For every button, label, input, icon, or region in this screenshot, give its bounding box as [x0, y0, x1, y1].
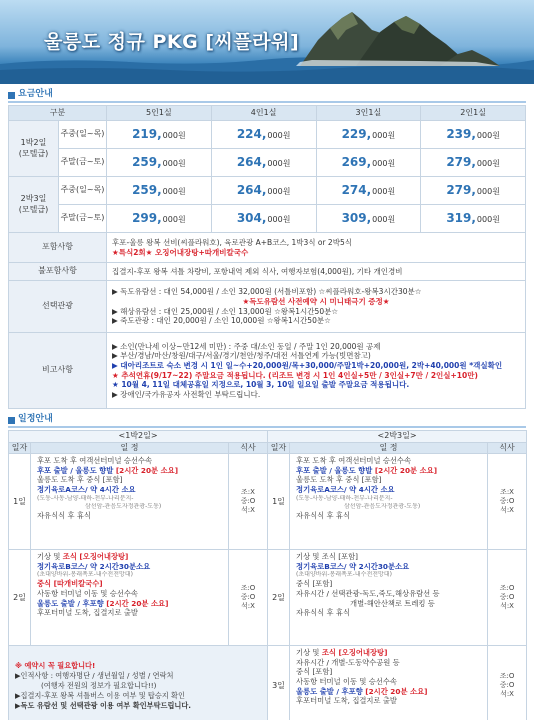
itinerary-line: 후포 도착 후 여객선터미널 승선수속	[37, 456, 153, 466]
itinerary-line: 삼선암-관음도자정관광-도동)	[344, 502, 421, 510]
price-cell: 304,000원	[211, 205, 316, 233]
itinerary-cell	[290, 550, 488, 646]
itinerary-line: 정기육로A코스/ 약 4시간 소요	[296, 485, 395, 495]
optional-tour-content: ▶ 독도유람선 : 대인 54,000원 / 소인 32,000원 (서틀비포함) ☆씨플라워호-왕복3시간30분☆ ★독도유람선 사전예약 시 미니태극기 증정★ ▶ 해상유람선 : 대인 25,000원 / 소인 13,000원 ☆왕복1시간50분☆ ▶ 죽도관광 : 대인 20,000원 / 소인 10,000원 ☆왕복1시간50분☆	[107, 281, 526, 333]
price-cell: 259,000원	[107, 177, 212, 205]
itinerary-line: 후포터미널 도착, 집결지로 출발	[296, 696, 397, 706]
meal-item: 중:O	[499, 497, 515, 506]
schedule-section-heading	[8, 414, 526, 428]
price-section-title: 요금안내	[18, 89, 53, 100]
meal-item: 중:O	[240, 497, 256, 506]
price-header-room3: 3인1실	[316, 106, 421, 121]
bullet-square-icon	[8, 92, 15, 99]
meal-item: 조:O	[240, 583, 256, 592]
remarks-content: ▶ 소인(만나세 이상~만12세 미만) : 주중 대/소인 동일 / 주말 1인 20,000원 공제 ▶ 부산/경남/마산/창원/대구/서울/경기/천안/청주/대전 서틀연계 가능(빗면참고) ▶ 대아리조트로 숙소 변경 시 1인 일~수+20,000원/목+30,000/주말1박+20,000원, 2박+40,000원 *객실확인 ★ 추석연휴(9/17~22) 주말요금 적용됩니다. (리조트 변경 시 1인 4인실+5만 / 3인실+7만 / 2인실+10만) ★ 10월 4, 11일 대체공휴일 지정으로, 10월 3, 10일 일요일 출발 주말요금 적용됩니다. ▶ 장애인/국가유공자 사전확인 부탁드립니다.	[107, 333, 526, 409]
col-meal: 식사	[229, 443, 268, 454]
itinerary-line: 기상 및 조식 [오징어내장탕]	[296, 648, 388, 658]
meal-item: 조:O	[499, 671, 515, 680]
period-label: 2박3일 (모텔급)	[9, 177, 59, 233]
price-cell: 269,000원	[316, 149, 421, 177]
booking-notice: ※ 예약시 꼭 필요합니다! ▶인적사항 : 여행자명단 / 생년월일 / 성별 / 연락처 (여행자 전원의 정보가 필요합니다!!) ▶집결지-후포 왕복 셔틀버스 이용 여부 및 탑승지 확인 ▶독도 유람선 및 선택관광 이용 여부 확인부탁드립니다.	[9, 646, 268, 720]
meal-item: 석:X	[500, 690, 514, 699]
itinerary-line: 중식 [포함]	[296, 667, 333, 677]
itinerary-line: 개별-해안산책로 트레킹 등	[350, 598, 435, 608]
price-cell: 319,000원	[421, 205, 526, 233]
itinerary-line: 정기육로B코스/ 약 2시간30분소요	[296, 561, 410, 571]
meal-item: 석:X	[241, 506, 255, 515]
col-meal: 식사	[488, 443, 527, 454]
meal-cell	[229, 550, 268, 646]
price-row-label: 주말(금~토)	[59, 205, 107, 233]
itinerary-line: 자유식식 후 휴식	[296, 608, 350, 618]
schedule-table	[8, 430, 527, 720]
price-cell: 274,000원	[316, 177, 421, 205]
itinerary-line: 울릉도 도착 후 중식 [포함]	[37, 475, 123, 485]
schedule-2day-title: <1박2일>	[9, 431, 268, 443]
itinerary-line: (초대양바위-봉래폭포-내수전전망대)	[296, 571, 392, 579]
excluded-label: 불포함사항	[9, 263, 107, 281]
price-cell: 264,000원	[211, 149, 316, 177]
included-content: 후포-울릉 왕복 선비(씨플라워호), 육로관광 A+B코스, 1박3식 or 2박5식 ★특식2회★ 오징어내장탕+따개비칼국수	[107, 233, 526, 263]
price-header-category: 구분	[9, 106, 107, 121]
price-header-room4: 4인1실	[211, 106, 316, 121]
meal-item: 석:X	[241, 602, 255, 611]
itinerary-line: 자유식식 후 휴식	[37, 510, 91, 520]
price-cell: 279,000원	[421, 149, 526, 177]
itinerary-line: 기상 및 조식 [오징어내장탕]	[37, 552, 129, 562]
itinerary-line: (도동-사동-남양-태하-천부-나리분지-	[37, 494, 134, 502]
meal-item: 조:X	[241, 487, 255, 496]
meal-item: 중:O	[499, 681, 515, 690]
day-label: 2일	[268, 550, 290, 646]
itinerary-line: 기상 및 조식 [포함]	[296, 552, 359, 562]
col-day: 일자	[268, 443, 290, 454]
itinerary-line: 울릉도 도착 후 중식 [포함]	[296, 475, 382, 485]
price-cell: 229,000원	[316, 121, 421, 149]
price-section-heading	[8, 89, 526, 103]
day-label: 2일	[9, 550, 31, 646]
price-cell: 279,000원	[421, 177, 526, 205]
itinerary-line: 중식 [포함]	[296, 579, 333, 589]
optional-tour-label: 선택관광	[9, 281, 107, 333]
price-cell: 259,000원	[107, 149, 212, 177]
price-row-label: 주중(일~목)	[59, 177, 107, 205]
day-label: 1일	[9, 454, 31, 550]
meal-item: 중:O	[240, 593, 256, 602]
schedule-section-title: 일정안내	[18, 414, 53, 425]
meal-item: 중:O	[499, 593, 515, 602]
col-plan: 일 정	[31, 443, 229, 454]
price-row-label: 주중(일~목)	[59, 121, 107, 149]
header-banner	[0, 0, 534, 84]
price-cell: 239,000원	[421, 121, 526, 149]
itinerary-line: 후포 출발 / 울릉도 향발 [2시간 20분 소요]	[37, 465, 179, 475]
schedule-3day-title: <2박3일>	[268, 431, 527, 443]
itinerary-line: 후포터미널 도착, 집결지로 출발	[37, 608, 138, 618]
day-label: 1일	[268, 454, 290, 550]
period-label: 1박2일 (모텔급)	[9, 121, 59, 177]
col-day: 일자	[9, 443, 31, 454]
meal-item: 조:X	[500, 487, 514, 496]
meal-item: 조:O	[499, 583, 515, 592]
meal-cell	[488, 646, 527, 720]
remarks-label: 비고사항	[9, 333, 107, 409]
price-cell: 309,000원	[316, 205, 421, 233]
itinerary-line: 울릉도 출발 / 후포향 [2시간 20분 소요]	[37, 598, 169, 608]
banner-title: 울릉도 정규 PKG [씨플라워]	[44, 31, 300, 53]
price-cell: 224,000원	[211, 121, 316, 149]
itinerary-line: 삼선암-관음도자정관광-도동)	[85, 502, 162, 510]
excluded-content: 집결지-후포 왕복 셔틀 차량비, 포항내역 제외 식사, 여행자보험(4,000원), 기타 개인경비	[107, 263, 526, 281]
meal-cell	[488, 550, 527, 646]
meal-cell	[488, 454, 527, 550]
meal-cell	[229, 454, 268, 550]
itinerary-line: 후포 출발 / 울릉도 향발 [2시간 20분 소요]	[296, 465, 438, 475]
itinerary-line: 중식 [따개비칼국수]	[37, 579, 103, 589]
meal-item: 석:X	[500, 602, 514, 611]
price-cell: 219,000원	[107, 121, 212, 149]
itinerary-line: 사동항 터미널 이동 및 승선수속	[37, 589, 138, 599]
day-label: 3일	[268, 646, 290, 720]
itinerary-line: 울릉도 출발 / 후포향 [2시간 20분 소요]	[296, 686, 428, 696]
itinerary-line: 자유식식 후 휴식	[296, 510, 350, 520]
itinerary-line: 후포 도착 후 여객선터미널 승선수속	[296, 456, 412, 466]
itinerary-line: 자유시간 / 선택관광-독도,죽도,해상유람선 등	[296, 589, 440, 599]
itinerary-cell	[290, 454, 488, 550]
itinerary-line: (초대양바위-봉래폭포-내수전전망대)	[37, 571, 133, 579]
itinerary-line: (도동-사동-남양-태하-천부-나리분지-	[296, 494, 393, 502]
meal-item: 석:X	[500, 506, 514, 515]
itinerary-line: 정기육로A코스/ 약 4시간 소요	[37, 485, 136, 495]
itinerary-cell	[31, 454, 229, 550]
price-table	[8, 105, 526, 409]
price-header-room2: 2인1실	[421, 106, 526, 121]
itinerary-line: 자유시간 / 개별-도동약수공원 등	[296, 657, 400, 667]
itinerary-cell	[31, 550, 229, 646]
price-cell: 264,000원	[211, 177, 316, 205]
price-header-room5: 5인1실	[107, 106, 212, 121]
bullet-square-icon	[8, 417, 15, 424]
itinerary-cell	[290, 646, 488, 720]
price-cell: 299,000원	[107, 205, 212, 233]
included-label: 포함사항	[9, 233, 107, 263]
col-plan: 일 정	[290, 443, 488, 454]
itinerary-line: 사동항 터미널 이동 및 승선수속	[296, 677, 397, 687]
itinerary-line: 정기육로B코스/ 약 2시간30분소요	[37, 561, 151, 571]
price-row-label: 주말(금~토)	[59, 149, 107, 177]
